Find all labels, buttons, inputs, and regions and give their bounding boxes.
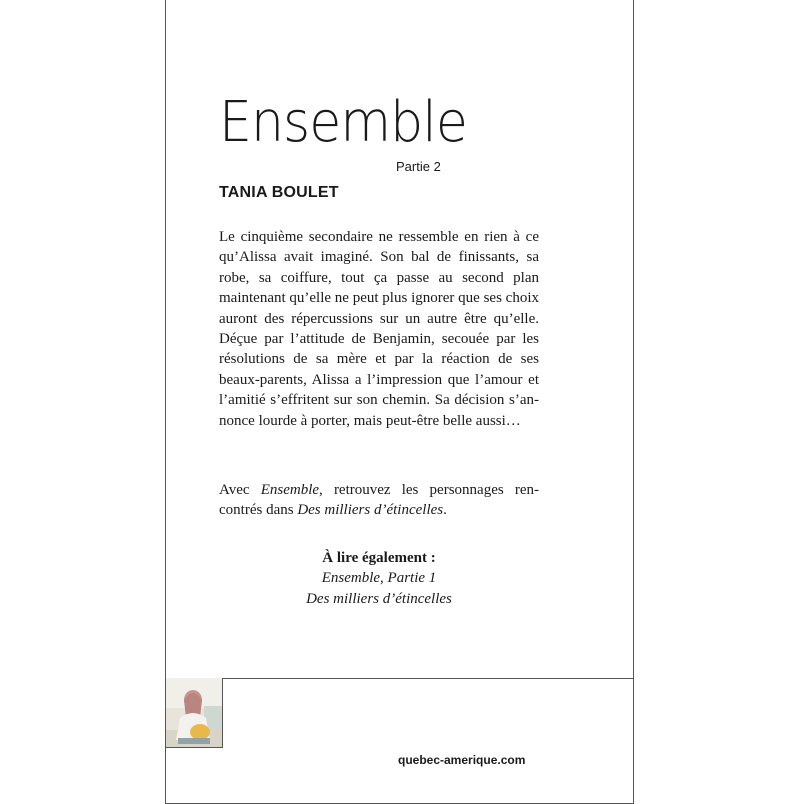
author-name: TANIA BOULET (219, 184, 339, 201)
promo-title-etincelles: Des milliers d’étincelles (297, 502, 444, 519)
also-read-section (219, 548, 539, 609)
girl-reading-illustration-icon (166, 678, 223, 748)
also-read-heading: À lire également : (322, 550, 436, 566)
footer-divider (166, 678, 633, 679)
cover-thumbnail-image (166, 678, 223, 748)
book-back-cover (165, 0, 634, 804)
book-title: Ensemble (219, 90, 467, 155)
promo-title-ensemble: Ensemble (260, 482, 320, 498)
blurb-paragraph: Le cinquième secondaire ne ressemble en rien à ce qu’Alissa avait imaginé. Son bal de finissants, sa robe, sa coiffure, tout ça passe au second plan maintenant qu’elle ne peut plus ignorer que ses choix auront des répercussions sur un autre être qu’elle. Déçue par l’attitude de Benjamin, secouée par les résolutions de sa mère et par la réaction de ses beaux-parents, Alissa a l’impression que l’amour et l’amitié s’effritent sur son chemin. Sa décision s’annonce lourde à porter, mais peut-être belle aussi… (219, 229, 539, 429)
promo-suffix: . (443, 502, 447, 519)
promo-paragraph (219, 480, 539, 521)
book-part: Partie 2 (396, 159, 441, 174)
promo-middle: , retrouvez les personnages rencontrés dans (219, 482, 539, 519)
also-read-item: Ensemble, Partie 1 (321, 570, 437, 587)
promo-prefix: Avec (219, 482, 261, 498)
publisher-website: quebec-amerique.com (398, 753, 526, 767)
also-read-item: Des milliers d’étincelles (306, 590, 452, 607)
